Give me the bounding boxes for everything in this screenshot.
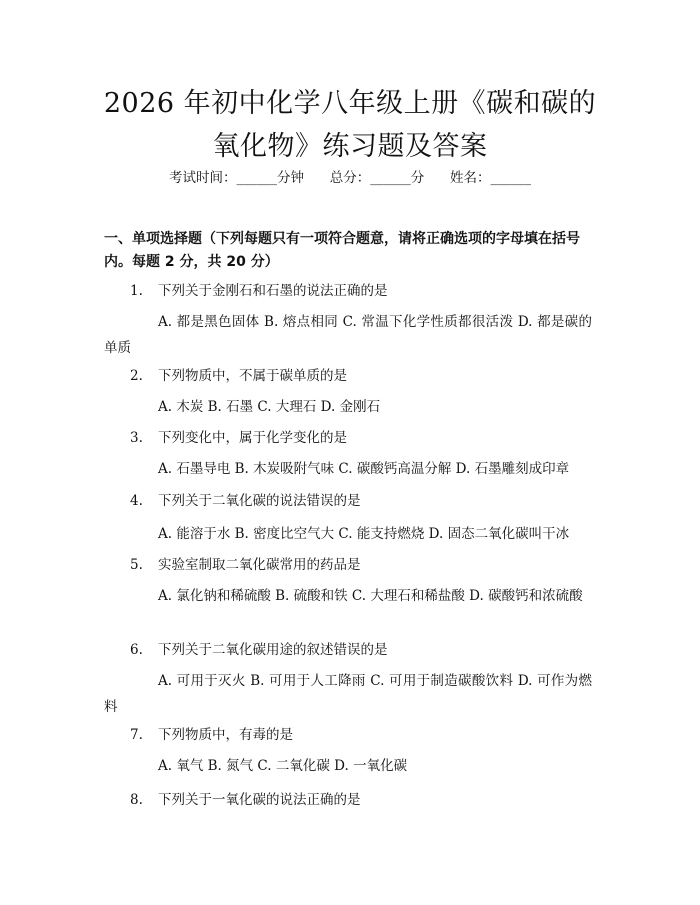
document-title: 2026 年初中化学八年级上册《碳和碳的氧化物》练习题及答案 (103, 88, 597, 162)
question-number: 4. (130, 493, 143, 509)
question-number: 3. (130, 430, 143, 446)
question-text: 下列变化中，属于化学变化的是 (158, 430, 347, 446)
question-text: 下列物质中，不属于碳单质的是 (158, 368, 347, 384)
question-options: A. 木炭 B. 石墨 C. 大理石 D. 金刚石 (158, 399, 381, 415)
question-text: 下列关于二氧化碳用途的叙述错误的是 (158, 642, 388, 658)
question-options: A. 石墨导电 B. 木炭吸附气味 C. 碳酸钙高温分解 D. 石墨雕刻成印章 (158, 461, 570, 477)
exam-info-line: 考试时间：______分钟 总分：______分 姓名：______ (169, 170, 531, 186)
question-text: 下列关于金刚石和石墨的说法正确的是 (158, 283, 388, 299)
question-text: 下列关于二氧化碳的说法错误的是 (158, 493, 361, 509)
question-text: 下列关于一氧化碳的说法正确的是 (158, 792, 361, 808)
question-options: A. 可用于灭火 B. 可用于人工降雨 C. 可用于制造碳酸饮料 D. 可作为燃料 (104, 673, 592, 715)
question-number: 8. (130, 792, 143, 808)
question-text: 实验室制取二氧化碳常用的药品是 (158, 557, 361, 573)
question-options: A. 能溶于水 B. 密度比空气大 C. 能支持燃烧 D. 固态二氧化碳叫干冰 (158, 526, 570, 542)
question-options: A. 都是黑色固体 B. 熔点相同 C. 常温下化学性质都很活泼 D. 都是碳的单质 (104, 314, 592, 356)
question-options: A. 氯化钠和稀硫酸 B. 硫酸和铁 C. 大理石和稀盐酸 D. 碳酸钙和浓硫酸 (158, 588, 583, 604)
section-heading: 一、单项选择题（下列每题只有一项符合题意，请将正确选项的字母填在括号内。每题 2 分，共 20 分） (104, 231, 580, 270)
question-text: 下列物质中，有毒的是 (158, 727, 293, 743)
question-number: 6. (130, 642, 143, 658)
question-number: 2. (130, 368, 143, 384)
question-number: 5. (130, 557, 143, 573)
question-number: 7. (130, 727, 143, 743)
question-number: 1. (130, 283, 143, 299)
question-options: A. 氧气 B. 氮气 C. 二氧化碳 D. 一氧化碳 (158, 758, 408, 774)
